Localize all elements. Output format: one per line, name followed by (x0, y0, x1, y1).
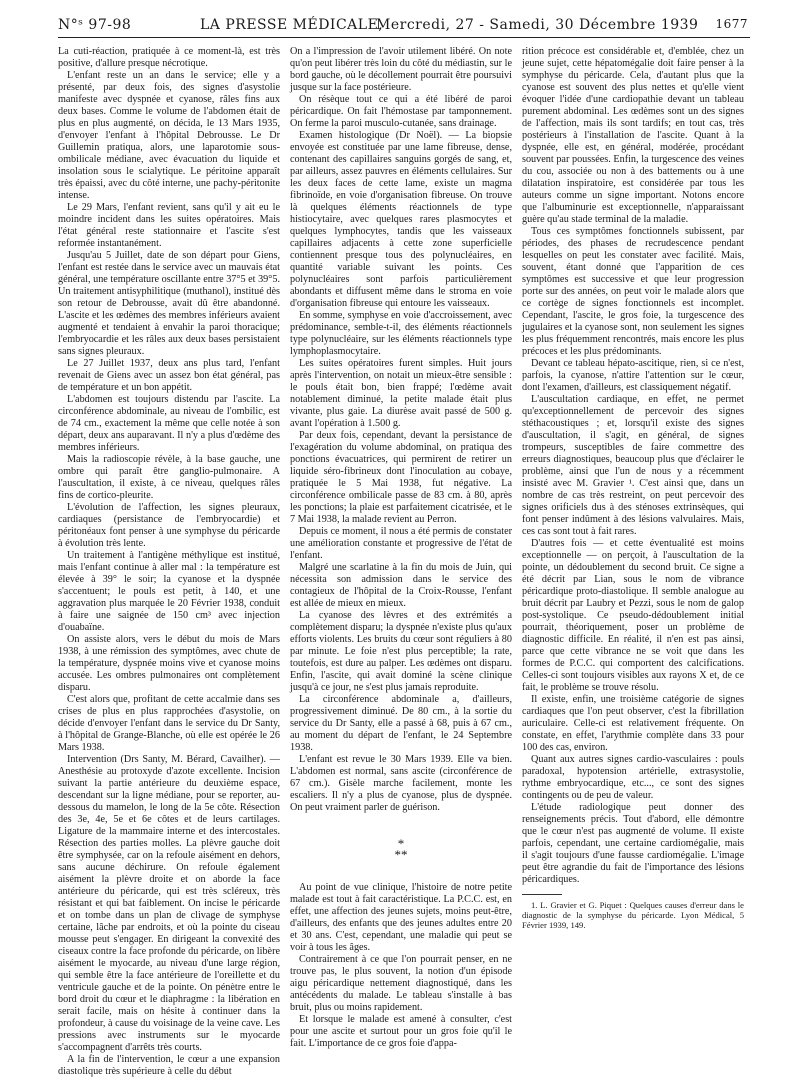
paragraph: Quant aux autres signes cardio-vasculaires : pouls paradoxal, hypotension artérielle, extrasystolie, rythme embryocardique, etc..., ce sont des signes contingents ou de peu de valeur. (522, 754, 744, 801)
paragraph: On assiste alors, vers le début du mois de Mars 1938, à une rémission des symptômes, avec chute de la température, dyspnée moins vive et cyanose moins accusée. Les ombres pulmonaires ont complètement disparu. (58, 634, 280, 693)
paragraph: L'enfant reste un an dans le service; elle y a présenté, par deux fois, des signes d'asystolie manifeste avec dyspnée et cyanose, râles fins aux deux bases. Comme le volume de l'abdomen était de plus en plus augmenté, on décida, le 13 Mars 1935, d'envoyer l'enfant à l'hôpital Debrousse. Le Dr Guillemin pratiqua, alors, une laparotomie sous-ombilicale médiane, avec évacuation du liquide et insolation sous le scialytique. Le péritoine apparaît très épaissi, avec du côté interne, une pachy-péritonite intense. (58, 70, 280, 201)
header-rule (58, 37, 750, 38)
paragraph: La cyanose des lèvres et des extrémités a complètement disparu; la dyspnée n'existe plus qu'aux efforts violents. Les bruits du cœur sont réguliers à 80 par minute. Le foie n'est plus perceptible; la rate, toutefois, est dure au palper. Les œdèmes ont disparu. Enfin, l'ascite, qui avait dominé la scène clinique jusqu'à ce jour, ne s'est plus jamais reproduite. (290, 610, 512, 693)
column-1 (58, 46, 280, 1078)
paragraph: Il existe, enfin, une troisième catégorie de signes cardiaques que l'on peut observer, c'est la fibrillation auriculaire. Celle-ci est relativement fréquente. On constate, en effet, l'arythmie complète dans 33 pour 100 des cas, environ. (522, 694, 744, 753)
paragraph: L'auscultation cardiaque, en effet, ne permet qu'exceptionnellement de percevoir des signes stéthacoustiques ; et, lorsqu'il existe des signes d'auscultation, il s'agit, en général, de signes trompeurs, susceptibles de faire commettre des erreurs diagnostiques, beaucoup plus que d'éclairer le problème, ainsi que l'un de nous y a récemment insisté avec M. Gravier ¹. C'est ainsi que, dans un nombre de cas très restreint, on peut percevoir des signes orificiels dus à des sténoses extrinsèques, qui font penser indûment à des lésions valvulaires. Mais, ces cas sont tout à fait rares. (522, 394, 744, 537)
paragraph: Le 27 Juillet 1937, deux ans plus tard, l'enfant revenait de Giens avec un assez bon état général, pas de température et un bon appétit. (58, 358, 280, 393)
paragraph: C'est alors que, profitant de cette accalmie dans ses crises de plus en plus rapprochées d'asystolie, on décide d'envoyer l'enfant dans le service du Dr Santy, à l'hôpital de Grange-Blanche, où elle est opérée le 26 Mars 1938. (58, 694, 280, 753)
paragraph: Jusqu'au 5 Juillet, date de son départ pour Giens, l'enfant est restée dans le service avec un mauvais état général, une température oscillante entre 37°5 et 39°5. Un traitement antisyphilitique (muthanol), institué dès son retour de Debrousse, avait dû être abandonné. L'ascite et les œdèmes des membres inférieurs avaient augmenté et tendaient à envahir la paroi thoracique; l'embryocardie et les râles aux deux bases persistaient sans signes pleuraux. (58, 250, 280, 357)
paragraph: Devant ce tableau hépato-ascitique, rien, si ce n'est, parfois, la cyanose, n'attire l'attention sur le cœur, dont l'examen, d'ailleurs, est classiquement négatif. (522, 358, 744, 393)
running-header (58, 14, 748, 38)
footnote-rule (522, 894, 562, 895)
paragraph: Mais la radioscopie révèle, à la base gauche, une ombre qui paraît être ganglio-pulmonaire. A l'auscultation, il existe, à ce niveau, quelques râles fins de cortico-pleurite. (58, 454, 280, 501)
paragraph: D'autres fois — et cette éventualité est moins exceptionnelle — on perçoit, à l'auscultation de la pointe, un dédoublement du second bruit. Ce signe a été décrit par Lian, sous le nom de vibrance péricardique proto-diastolique. Il semble analogue au bruit décrit par Laubry et Pezzi, sous le nom de galop post-systolique. Ce pseudo-dédoublement initial pourrait, théoriquement, poser un problème de diagnostic difficile. En réalité, il n'en est pas ainsi, parce que cette vibrance ne se voit que dans les formes de P.C.C. qui comportent des calcifications. Celles-ci sont toujours visibles aux rayons X et, de ce fait, le problème se trouve résolu. (522, 538, 744, 693)
paragraph: La cuti-réaction, pratiquée à ce moment-là, est très positive, d'allure presque nécrotique. (58, 46, 280, 69)
issue-number: N°ˢ 97-98 (58, 17, 132, 33)
page-number: 1677 (715, 17, 748, 31)
paragraph: A la fin de l'intervention, le cœur a une expansion diastolique très supérieure à celle du début (58, 1054, 280, 1077)
paragraph: Contrairement à ce que l'on pourrait penser, en ne trouve pas, le plus souvent, la notion d'un épisode aigu péricardique nettement diagnostiqué, dans les antécédents du malade. Le tableau s'installe à bas bruit, plus ou moins rapidement. (290, 954, 512, 1013)
paragraph: En somme, symphyse en voie d'accroissement, avec prédominance, semble-t-il, des éléments réactionnels type polynucléaire, sur les éléments réactionnels type lymphoplasmocytaire. (290, 310, 512, 357)
column-3 (522, 46, 744, 930)
paragraph: L'abdomen est toujours distendu par l'ascite. La circonférence abdominale, au niveau de l'ombilic, est de 74 cm., exactement la même que celle notée à son départ, deux ans auparavant. Il n'y a plus d'œdème des membres inférieurs. (58, 394, 280, 453)
paragraph: Et lorsque le malade est amené à consulter, c'est pour une ascite et surtout pour un gros foie qu'il le fait. L'importance de ce gros foie d'appa- (290, 1014, 512, 1049)
paragraph: On a l'impression de l'avoir utilement libéré. On note qu'on peut libérer très loin du côté du médiastin, sur le bord gauche, où le décollement pourrait être poursuivi jusque sur la face postérieure. (290, 46, 512, 93)
paragraph: Au point de vue clinique, l'histoire de notre petite malade est tout à fait caractéristique. La P.C.C. est, en effet, une affection des jeunes sujets, moins peut-être, d'ailleurs, des enfants que des jeunes adultes entre 20 et 30 ans. C'est, cependant, une maladie qui peut se voir à tous les âges. (290, 882, 512, 953)
paragraph: Depuis ce moment, il nous a été permis de constater une amélioration constante et progressive de l'état de l'enfant. (290, 526, 512, 561)
paragraph: Le 29 Mars, l'enfant revient, sans qu'il y ait eu le moindre incident dans les suites opératoires. Mais l'état général reste stationnaire et l'ascite s'est reformée instantanément. (58, 202, 280, 249)
section-separator: * ** (394, 836, 408, 862)
paragraph: Les suites opératoires furent simples. Huit jours après l'intervention, on notait un mieux-être sensible : le pouls était bon, bien frappé; l'œdème avait notablement diminué, la petite malade était plus vivante, plus gaie. La diurèse avait passé de 500 g. avant l'opération à 1.500 g. (290, 358, 512, 429)
paragraph: L'évolution de l'affection, les signes pleuraux, cardiaques (persistance de l'embryocardie) et péritonéaux font penser à une symphyse du péricarde à évolution très lente. (58, 502, 280, 549)
paragraph: Malgré une scarlatine à la fin du mois de Juin, qui nécessita son admission dans le service des contagieux de l'hôpital de la Croix-Rousse, l'enfant est allée de mieux en mieux. (290, 562, 512, 609)
column-2 (290, 46, 512, 1050)
paragraph: rition précoce est considérable et, d'emblée, chez un jeune sujet, cette hépatomégalie doit faire penser à la symphyse du péricarde. Cela, d'autant plus que la cyanose est souvent des plus nettes et qu'elle vient évoquer l'idée d'une cardiopathie devant un tableau purement abdominal. Les œdèmes sont un des signes de l'affection, mais ils sont tardifs; en tout cas, très postérieurs à l'installation de l'ascite. Quant à la dyspnée, elle est, en général, modérée, procédant souvent par poussées. Enfin, la turgescence des veines du cou, associée ou non à des battements ou à une dilatation inspiratoire, est considérée par tous les auteurs comme un signe important. Notons encore que l'albuminurie est exceptionnelle, n'apparaissant guère qu'au stade terminal de la maladie. (522, 46, 744, 225)
paragraph: Examen histologique (Dr Noël). — La biopsie envoyée est constituée par une lame fibreuse, dense, contenant des capillaires sanguins gorgés de sang, et, par ailleurs, assez pauvres en éléments cellulaires. Sur les deux faces de cette lame, existe un magma fibrinoïde, en voie d'organisation fibreuse. On trouve là quelques éléments réactionnels de type histiocytaire, avec quelques rares plasmocytes et quelques lymphocytes, tandis que les vaisseaux capillaires adjacents à cette zone superficielle contiennent presque tous des polynucléaires, en quantité variable suivant les points. Ces polynucléaires sont parfois particulièrement abondants et diffusent même dans le stroma en voie d'organisation fibreuse qui entoure les vaisseaux. (290, 130, 512, 309)
paragraph: L'étude radiologique peut donner des renseignements précis. Tout d'abord, elle démontre que le cœur n'est pas augmenté de volume. Il existe parfois, cependant, une certaine cardiomégalie, mais il s'agit toujours d'une fausse cardiomégalie. L'image peut être agrandie du fait de l'importance des lésions péricardiques. (522, 802, 744, 885)
footnote: 1. L. Gravier et G. Piquet : Quelques causes d'erreur dans le diagnostic de la symphyse du péricarde. Lyon Médical, 5 Février 1939, 149. (522, 900, 744, 930)
paragraph: La circonférence abdominale a, d'ailleurs, progressivement diminué. De 80 cm., à la sortie du service du Dr Santy, elle a passé à 68, puis à 67 cm., au moment du départ de l'enfant, le 24 Septembre 1938. (290, 694, 512, 753)
issue-date: Mercredi, 27 - Samedi, 30 Décembre 1939 (376, 17, 699, 33)
paragraph: Un traitement à l'antigène méthylique est institué, mais l'enfant continue à aller mal : la température est élevée à 39° le soir; la cyanose et la dyspnée s'accentuent; le pouls est petit, à 140, et une aggravation plus marquée le 20 Février 1938, conduit à faire une saignée de 150 cm³ avec injection d'ouabaïne. (58, 550, 280, 633)
paragraph: Par deux fois, cependant, devant la persistance de l'exagération du volume abdominal, on pratiqua des ponctions évacuatrices, qui permirent de retirer un liquide séro-fibrineux dont l'inoculation au cobaye, pratiquée le 5 Mai 1938, fut négative. La circonférence ombilicale passe de 83 cm. à 80, après les ponctions; la plaie est parfaitement cicatrisée, et le 7 Mai 1938, la malade revient au Perron. (290, 430, 512, 525)
paragraph: On résèque tout ce qui a été libéré de paroi péricardique. On fait l'hémostase par tamponnement. On ferme la paroi musculo-cutanée, sans drainage. (290, 94, 512, 129)
paragraph: Tous ces symptômes fonctionnels subissent, par périodes, des phases de recrudescence pendant lesquelles on peut les constater avec facilité. Mais, souvent, étant donné que l'apparition de ces symptômes est successive et que leur progression porte sur des années, on peut voir le malade alors que ce cortège de signes fonctionnels est incomplet. Cependant, l'ascite, le gros foie, la turgescence des jugulaires et la cyanose sont, non seulement les signes les plus fréquemment rencontrés, mais encore les plus précoces et les plus prédominants. (522, 226, 744, 357)
paragraph: Intervention (Drs Santy, M. Bérard, Cavailher). — Anesthésie au protoxyde d'azote excellente. Incision suivant la partie antérieure du deuxième espace, descendant sur la ligne médiane, pour se reporter, au-dessous du mamelon, le long de la 5e côte. Résection des 3e, 4e, 5e et 6e côtes et de leurs cartilages. Ligature de la mammaire interne et des intercostales. Résection des parties molles. La plèvre gauche doit être symphysée, car on la refoule aisément en dehors, sans aucune déchirure. On refoule également aisément la plèvre droite et on aborde la face antérieure du péricarde, qui est très scléreux, très résistant et qui bat faiblement. On incise le péricarde et on tombe dans un plan de clivage de symphyse certaine, lâche par endroits, et où la pointe du ciseau mousse peut s'engager. En dirigeant la convexité des ciseaux contre la face profonde du péricarde, on libère aisément le myocarde, au niveau d'une large région, qui semble être la face antérieure de l'oreillette et du ventricule gauche et de la pointe. On pénètre entre le bord droit du cœur et le diaphragme : la libération en serait facile, mais on hésite à continuer dans la profondeur, à cause du voisinage de la veine cave. Les pressions avec instruments sur le myocarde s'accompagnent d'arrêts très courts. (58, 754, 280, 1053)
journal-title: LA PRESSE MÉDICALE, (200, 17, 384, 33)
paragraph: L'enfant est revue le 30 Mars 1939. Elle va bien. L'abdomen est normal, sans ascite (circonférence de 67 cm.). Gisèle marche facilement, monte les escaliers. Il n'y a plus de cyanose, plus de dyspnée. On peut vraiment parler de guérison. (290, 754, 512, 813)
